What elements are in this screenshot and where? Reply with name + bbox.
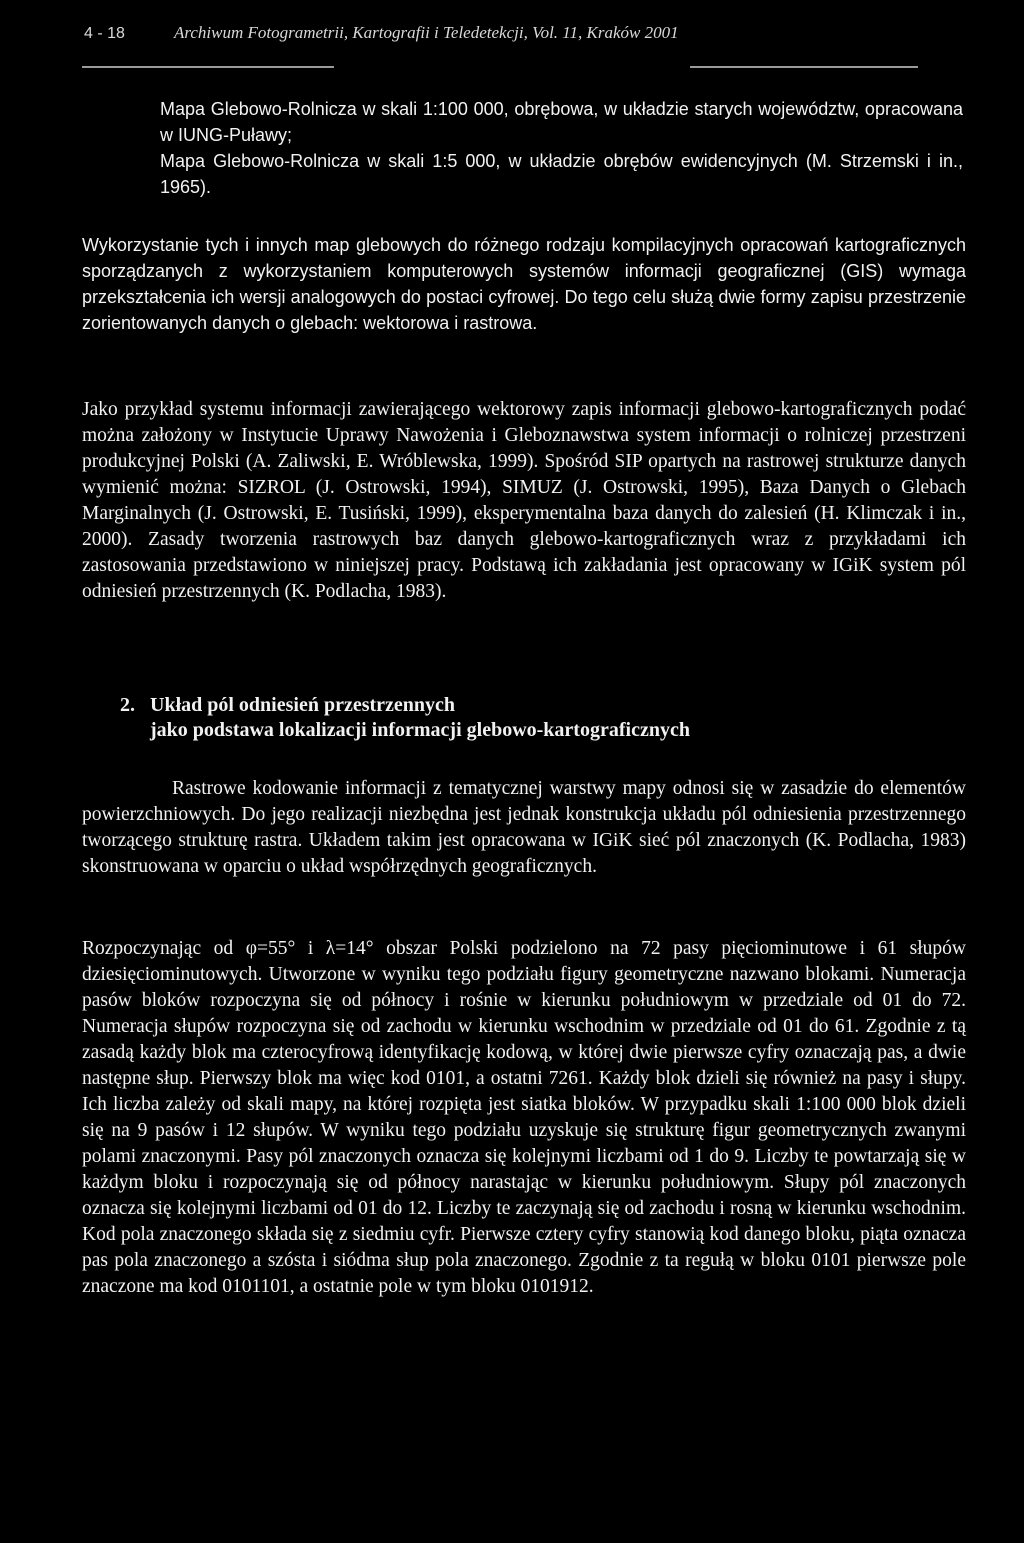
page-number: 4 - 18: [84, 25, 125, 42]
paragraph-gis-usage: [82, 232, 966, 336]
journal-citation: Archiwum Fotogrametrii, Kartografii i Teledetekcji, Vol. 11, Kraków 2001: [174, 23, 679, 42]
paragraph-text: Wykorzystanie tych i innych map glebowych do różnego rodzaju kompilacyjnych opracowań kartograficznych sporządzanych z wykorzystaniem komputerowych systemów informacji geograficznej (GIS) wymaga przekształcenia ich wersji analogowych do postaci cyfrowej. Do tego celu służą dwie formy zapisu przestrzenie zorientowanych danych o glebach: wektorowa i rastrowa.: [82, 235, 966, 333]
header-rule-left: [82, 66, 334, 68]
paragraph-raster-coding: [82, 776, 966, 880]
paragraph-text: Rozpoczynając od φ=55° i λ=14° obszar Polski podzielono na 72 pasy pięciominutowe i 61 słupów dziesięciominutowych. Utworzone w wyniku tego podziału figury geometryczne nazwano blokami. Numeracja pasów bloków rozpoczyna się od północy i rośnie w kierunku południowym w przedziale od 01 do 72. Numeracja słupów rozpoczyna się od zachodu w kierunku wschodnim w przedziale od 01 do 61. Zgodnie z tą zasadą każdy blok ma czterocyfrową identyfikację kodową, w której dwie pierwsze cyfry oznaczają pas, a dwie następne słup. Pierwszy blok ma więc kod 0101, a ostatni 7261. Każdy blok dzieli się również na pasy i słupy. Ich liczba zależy od skali mapy, na której rozpięta jest siatka bloków. W przypadku skali 1:100 000 blok dzieli się na 9 pasów i 12 słupów. W wyniku tego podziału uzyskuje się strukturę figur geometrycznych zwanymi polami znaczonymi. Pasy pól znaczonych oznacza się kolejnymi liczbami od 1 do 9. Liczby te powtarzają się w każdym bloku i rozpoczynają się od północy narastając w kierunku południowym. Słupy pól znaczonych oznacza się kolejnymi liczbami od 01 do 12. Liczby te zaczynają się od zachodu i rosną w kierunku wschodnim. Kod pola znaczonego składa się z siedmiu cyfr. Pierwsze cztery cyfry stanowią kod danego bloku, piąta oznacza pas pola znaczonego a szósta i siódma słup pola znaczonego. Zgodnie z ta regułą w bloku 0101 pierwsze pole znaczone ma kod 0101101, a ostatnie pole w tym bloku 0101912.: [82, 938, 966, 1297]
paragraph-sip-examples: [82, 397, 966, 605]
section-number: 2.: [120, 694, 135, 716]
paragraph-text: Rastrowe kodowanie informacji z tematycznej warstwy mapy odnosi się w zasadzie do elementów powierzchniowych. Do jego realizacji niezbędna jest jednak konstrukcja układu pól odniesienia przestrzennego tworzącego strukturę rastra. Układem takim jest opracowana w IGiK sieć pól znaczonych (K. Podlacha, 1983) skonstruowana w oparciu o układ współrzędnych geograficznych.: [82, 778, 966, 877]
section-title-line1: Układ pól odniesień przestrzennych: [150, 694, 456, 716]
paragraph-text: Jako przykład systemu informacji zawierającego wektorowy zapis informacji glebowo-kartograficznych podać można założony w Instytucie Uprawy Nawożenia i Gleboznawstwa system informacji o rolniczej przestrzeni produkcyjnej Polski (A. Zaliwski, E. Wróblewska, 1999). Spośród SIP opartych na rastrowej strukturze danych wymienić można: SIZROL (J. Ostrowski, 1994), SIMUZ (J. Ostrowski, 1995), Baza Danych o Glebach Marginalnych (J. Ostrowski, E. Tusiński, 1999), eksperymentalna baza danych do zalesień (H. Klimczak i in., 2000). Zasady tworzenia rastrowych baz danych glebowo-kartograficznych wraz z przykładami ich zastosowania przedstawiono w niniejszej pracy. Podstawą ich zakładania jest opracowany w IGiK system pól odniesień przestrzennych (K. Podlacha, 1983).: [82, 399, 966, 602]
map-list-item: Mapa Glebowo-Rolnicza w skali 1:5 000, w układzie obrębów ewidencyjnych (M. Strzemski i in., 1965).: [160, 151, 963, 197]
map-list-item: Mapa Glebowo-Rolnicza w skali 1:100 000, obrębowa, w układzie starych województw, opracowana w IUNG-Puławy;: [160, 99, 963, 145]
map-list: [160, 96, 963, 200]
section-title-line2: jako podstawa lokalizacji informacji glebowo-kartograficznych: [150, 719, 690, 741]
header-rule-right: [690, 66, 918, 68]
running-header: [84, 18, 964, 48]
section-heading: [120, 693, 960, 743]
paragraph-block-numbering: [82, 936, 966, 1300]
